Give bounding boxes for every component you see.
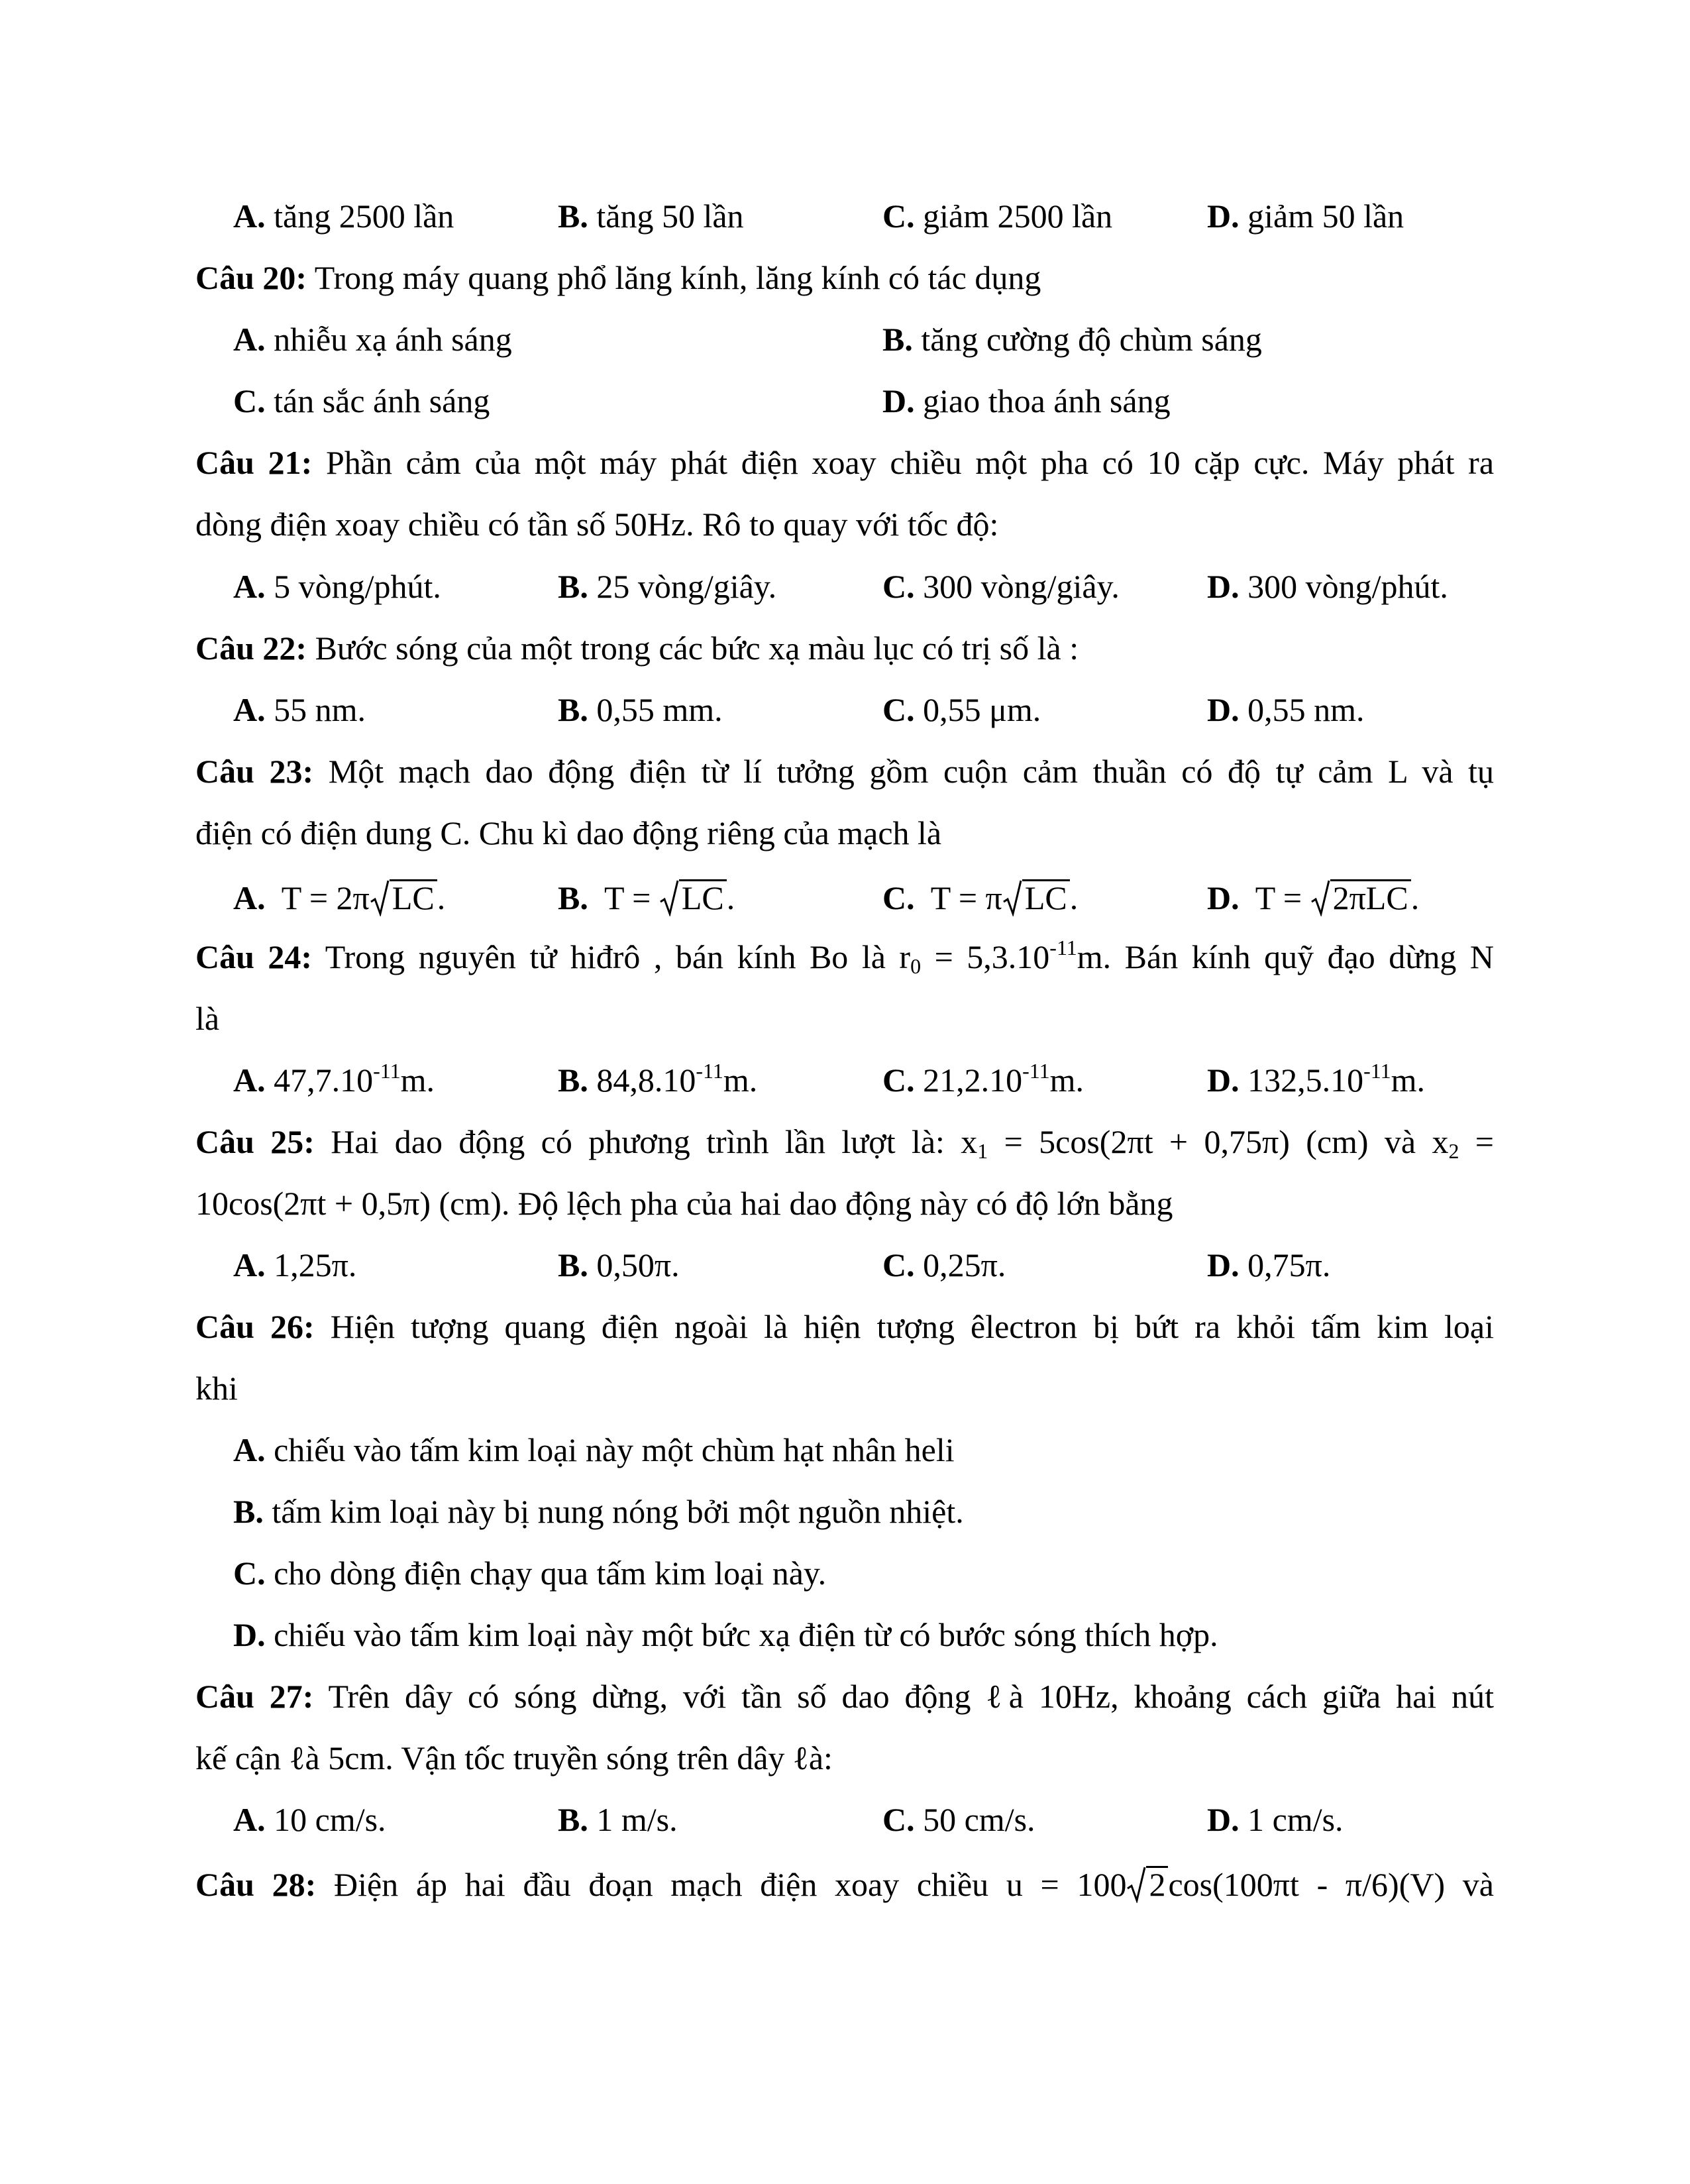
q24-option-b: B. $84,8.10^{-11}m$. (558, 1059, 758, 1099)
question-21-cont: dòng điện xoay chiều có tần số 50Hz. Rô to quay với tốc độ: (195, 506, 999, 543)
sqrt-symbol: LC (370, 878, 437, 918)
q20-option-b: B. tăng cường độ chùm sáng (882, 321, 1262, 358)
q20-options-row1 (0, 319, 1690, 359)
q21-option-a: A. 5 vòng/phút. (233, 568, 441, 605)
q27-option-b: B. 1 m/s. (558, 1801, 678, 1838)
q26-option-b: B. tấm kim loại này bị nung nóng bởi một nguồn nhiệt. (233, 1493, 964, 1530)
option-a: A. tăng 2500 lần (233, 197, 454, 235)
question-27-cont: kế cận ℓà 5cm. Vận tốc truyền sóng trên dây ℓà: (195, 1739, 833, 1776)
top-options (0, 196, 1690, 236)
question-22: Câu 22: Bước sóng của một trong các bức xạ màu lục có trị số là : (195, 629, 1079, 667)
question-26: Câu 26: Hiện tượng quang điện ngoài là hiện tượng êlectron bị bứt ra khỏi tấm kim loại (195, 1308, 1494, 1345)
q27-option-d: D. 1 cm/s. (1207, 1801, 1344, 1838)
sqrt-symbol: 2 (1126, 1865, 1168, 1904)
q20-option-c: C. tán sắc ánh sáng (233, 382, 490, 419)
q27-options (0, 1800, 1690, 1839)
question-27: Câu 27: Trên dây có sóng dừng, với tần số dao động ℓà 10Hz, khoảng cách giữa hai nút (195, 1678, 1494, 1715)
q24-option-a: A. $47,7.10^{-11}m$. (233, 1059, 435, 1099)
q26-option-d: D. chiếu vào tấm kim loại này một bức xạ điện từ có bước sóng thích hợp. (233, 1616, 1218, 1653)
q22-options (0, 690, 1690, 730)
q26-option-a: A. chiếu vào tấm kim loại này một chùm hạt nhân heli (233, 1431, 955, 1468)
q25-option-a: A. 1,25π. (233, 1246, 357, 1283)
q25-option-b: B. 0,50π. (558, 1246, 680, 1283)
question-23: Câu 23: Một mạch dao động điện từ lí tưởng gồm cuộn cảm thuần có độ tự cảm L và tụ (195, 753, 1494, 790)
sqrt-symbol: 2πLC (1310, 878, 1411, 918)
q21-option-d: D. 300 vòng/phút. (1207, 568, 1448, 605)
q20-option-d: D. giao thoa ánh sáng (882, 382, 1171, 419)
question-24: Câu 24: Trong nguyên tử hiđrô , bán kính Bo là $r_0 = 5,3.10^{-11}m$. Bán kính quỹ đạo dừng N (195, 936, 1495, 978)
q23-option-d: D. T = 2πLC. (1207, 879, 1420, 916)
question-25: Câu 25: Hai dao động có phương trình lần lượt là: $x_1 = 5\cos(2\pi t + 0,75\pi)$ (cm) và $x_2$ = (195, 1123, 1495, 1163)
q20-options-row2 (0, 381, 1690, 421)
question-25-cont: 10cos(2πt + 0,5π) (cm). Độ lệch pha của hai dao động này có độ lớn bằng (195, 1185, 1173, 1222)
question-28: Câu 28: Điện áp hai đầu đoạn mạch điện xoay chiều u = 100 2cos(100πt - π/6)(V) và (195, 1866, 1494, 1903)
sqrt-symbol: LC (659, 878, 727, 918)
q23-options (0, 878, 1690, 918)
q24-option-d: D. $132,5.10^{-11}m$. (1207, 1059, 1425, 1099)
q23-option-a: A. T = 2π LC. (233, 879, 446, 916)
q23-option-b: B. T = LC. (558, 879, 735, 916)
question-20: Câu 20: Trong máy quang phổ lăng kính, lăng kính có tác dụng (195, 259, 1041, 296)
q21-option-b: B. 25 vòng/giây. (558, 568, 777, 605)
question-21: Câu 21: Phần cảm của một máy phát điện xoay chiều một pha có 10 cặp cực. Máy phát ra (195, 444, 1495, 481)
q27-option-a: A. 10 cm/s. (233, 1801, 386, 1838)
sqrt-symbol: LC (1002, 878, 1070, 918)
q25-option-c: C. 0,25π. (882, 1246, 1006, 1283)
q23-option-c: C. T = π LC. (882, 879, 1079, 916)
q26-option-c: C. cho dòng điện chạy qua tấm kim loại này. (233, 1555, 827, 1592)
q24-option-c: C. $21,2.10^{-11}m$. (882, 1059, 1084, 1099)
question-24-cont: là (195, 1000, 220, 1037)
q22-option-b: B. 0,55 mm. (558, 691, 723, 728)
q24-options (0, 1060, 1690, 1100)
q21-options (0, 567, 1690, 606)
q25-option-d: D. 0,75π. (1207, 1246, 1331, 1283)
question-23-cont: điện có điện dung C. Chu kì dao động riêng của mạch là (195, 814, 942, 851)
question-26-cont: khi (195, 1370, 238, 1407)
q21-option-c: C. 300 vòng/giây. (882, 568, 1120, 605)
q25-options (0, 1245, 1690, 1285)
option-d: D. giảm 50 lần (1207, 197, 1404, 235)
q22-option-a: A. 55 nm. (233, 691, 366, 728)
q22-option-c: C. 0,55 μm. (882, 691, 1041, 728)
q27-option-c: C. 50 cm/s. (882, 1801, 1035, 1838)
option-b: B. tăng 50 lần (558, 197, 744, 235)
q20-option-a: A. nhiễu xạ ánh sáng (233, 321, 512, 358)
option-c: C. giảm 2500 lần (882, 197, 1113, 235)
q22-option-d: D. 0,55 nm. (1207, 691, 1365, 728)
